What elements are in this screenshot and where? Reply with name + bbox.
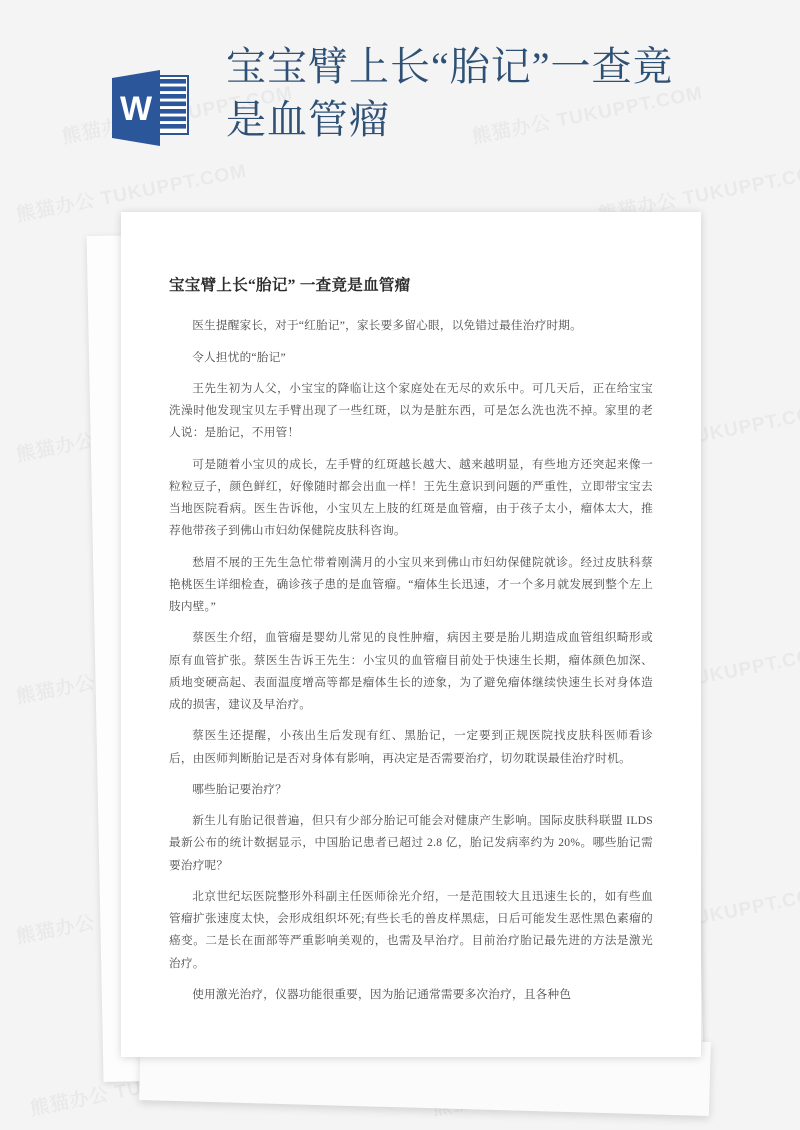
- preview-header: [0, 40, 800, 170]
- page-bottom-fade: [121, 1031, 701, 1057]
- document-paragraph: 医生提醒家长，对于“红胎记”，家长要多留心眼，以免错过最佳治疗时期。: [192, 319, 582, 333]
- document-subheading: 哪些胎记要治疗？: [192, 782, 287, 796]
- word-icon-letter: W: [119, 90, 153, 128]
- page-title: 宝宝臂上长“胎记”一查竟是血管瘤: [226, 44, 674, 143]
- document-page[interactable]: [121, 212, 701, 1057]
- document-subheading: 令人担忧的“胎记”: [192, 350, 286, 364]
- document-paragraph: 使用激光治疗，仪器功能很重要，因为胎记通常需要多次治疗，且各种色: [192, 987, 572, 1001]
- document-paragraph: 蔡医生介绍，血管瘤是婴幼儿常见的良性肿瘤，病因主要是胎儿期造成血管组织畸形或原有血管扩张。蔡医生告诉王先生：小宝贝的血管瘤目前处于快速生长期，瘤体颜色加深、质地变硬高起、表面温度增高等都是瘤体生长的迹象，为了避免瘤体继续快速生长对身体造成的损害，建议及早治疗。: [169, 631, 653, 711]
- document-paragraph: 新生儿有胎记很普遍，但只有少部分胎记可能会对健康产生影响。国际皮肤科联盟 ILDS 最新公布的统计数据显示，中国胎记患者已超过 2.8 亿，胎记发病率约为 20%。哪些胎记需要治疗呢？: [169, 814, 653, 872]
- document-paragraph: 北京世纪坛医院整形外科副主任医师徐光介绍，一是范围较大且迅速生长的，如有些血管瘤扩张速度太快，会形成组织坏死;有些长毛的兽皮样黑痣，日后可能发生恶性黑色素瘤的癌变。二是长在面部等严重影响美观的，也需及早治疗。目前治疗胎记最先进的方法是激光治疗。: [169, 889, 653, 970]
- document-paragraph: 可是随着小宝贝的成长，左手臂的红斑越长越大、越来越明显，有些地方还突起来像一粒粒豆子，颜色鲜红，好像随时都会出血一样！王先生意识到问题的严重性，立即带宝宝去当地医院看病。医生告诉他，小宝贝左上肢的红斑是血管瘤，由于孩子太小，瘤体太大，推荐他带孩子到佛山市妇幼保健院皮肤科咨询。: [169, 457, 653, 538]
- document-stack: [96, 212, 704, 1074]
- document-paragraph: 蔡医生还提醒，小孩出生后发现有红、黑胎记，一定要到正规医院找皮肤科医师看诊后，由医师判断胎记是否对身体有影响，再决定是否需要治疗，切勿耽误最佳治疗时机。: [169, 729, 653, 765]
- document-body: [121, 212, 701, 1057]
- document-paragraph: 王先生初为人父，小宝宝的降临让这个家庭处在无尽的欢乐中。可几天后，正在给宝宝洗澡时他发现宝贝左手臂出现了一些红斑，以为是脏东西，可是怎么洗也洗不掉。家里的老人说：是胎记，不用管！: [169, 381, 653, 440]
- word-document-icon: [108, 64, 190, 152]
- document-paragraph: 愁眉不展的王先生急忙带着刚满月的小宝贝来到佛山市妇幼保健院就诊。经过皮肤科蔡艳桃医生详细检查，确诊孩子患的是血管瘤。“瘤体生长迅速，才一个多月就发展到整个左上肢内壁。”: [169, 555, 653, 613]
- document-heading: 宝宝臂上长“胎记” 一查竟是血管瘤: [169, 277, 411, 294]
